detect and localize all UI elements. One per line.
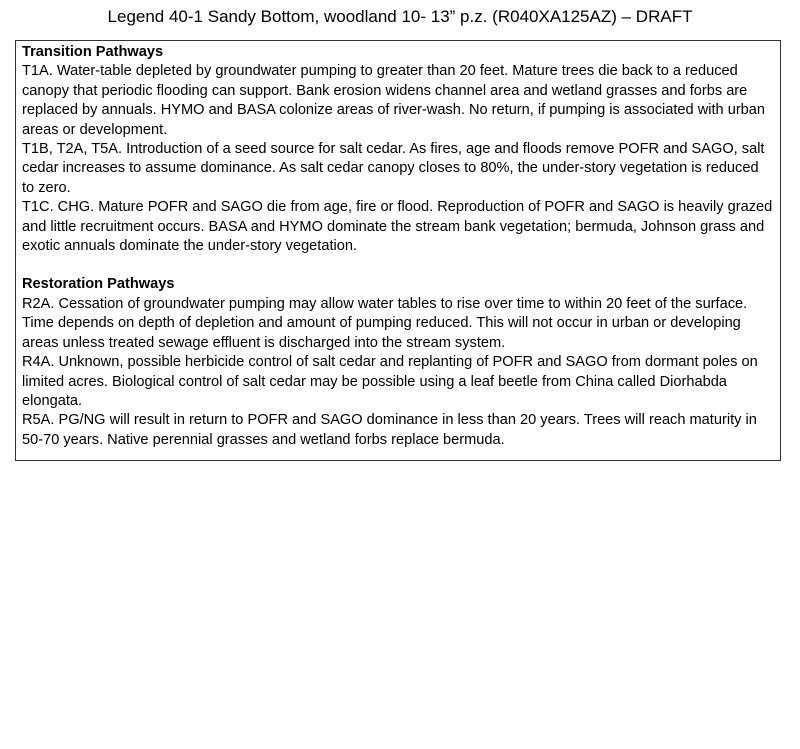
- legend-box: [15, 40, 781, 461]
- pathway-entry-t1b: T1B, T2A, T5A. Introduction of a seed source for salt cedar. As fires, age and floods remove POFR and SAGO, salt cedar increases to assume dominance. As salt cedar canopy closes to 80%, the under-story vegetation is reduced to zero.: [22, 141, 765, 196]
- section-heading: Restoration Pathways: [22, 276, 175, 293]
- restoration-pathways-section: [22, 275, 774, 450]
- pathway-entry-r4a: R4A. Unknown, possible herbicide control of salt cedar and replanting of POFR and SAGO from dormant poles on limited acres. Biological control of salt cedar may be possible using a leaf beetle from China called Diorhabda elongata.: [22, 354, 758, 409]
- section-heading: Transition Pathways: [22, 44, 164, 60]
- pathway-entry-t1a: T1A. Water-table depleted by groundwater pumping to greater than 20 feet. Mature trees die back to a reduced canopy that periodic flooding can support. Bank erosion widens channel area and wetland grasses and forbs are replaced by annuals. HYMO and BASA colonize areas of river-wash. No return, if pumping is associated with urban areas or development.: [22, 63, 766, 138]
- page-title: Legend 40-1 Sandy Bottom, woodland 10- 13” p.z. (R040XA125AZ) – DRAFT: [107, 7, 693, 26]
- pathway-entry-r5a: R5A. PG/NG will result in return to POFR and SAGO dominance in less than 20 years. Trees will reach maturity in 50-70 years. Native perennial grasses and wetland forbs replace bermuda.: [22, 412, 757, 448]
- pathway-entry-r2a: R2A. Cessation of groundwater pumping may allow water tables to rise over time to within 20 feet of the surface. Time depends on depth of depletion and amount of pumping reduced. This will not occur in urban or developing areas unless treated sewage effluent is discharged into the stream system.: [22, 295, 748, 351]
- transition-pathways-section: [22, 43, 774, 256]
- pathway-entry-t1c: T1C. CHG. Mature POFR and SAGO die from age, fire or flood. Reproduction of POFR and SAGO is heavily grazed and little recruitment occurs. BASA and HYMO dominate the stream bank vegetation; bermuda, Johnson grass and exotic annuals dominate the under-story vegetation.: [22, 199, 773, 255]
